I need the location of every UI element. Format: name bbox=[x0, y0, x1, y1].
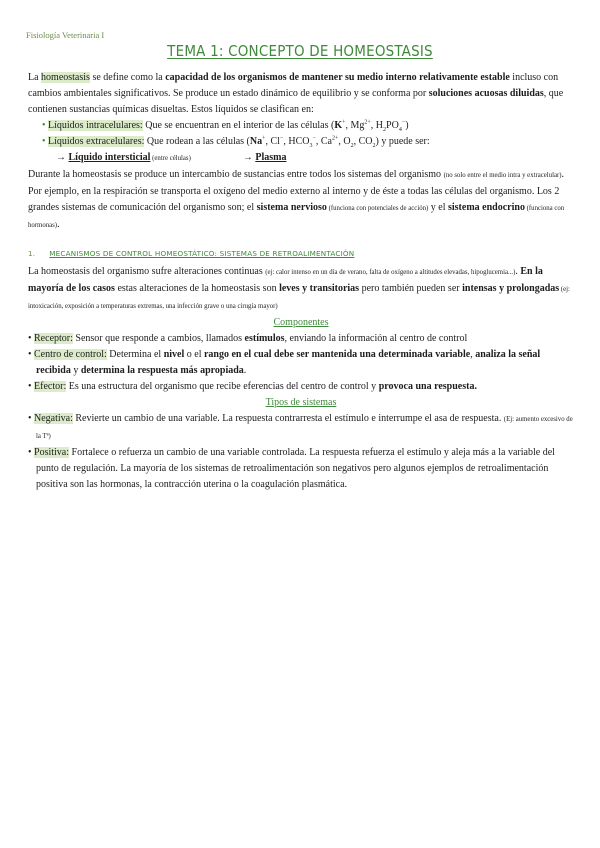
arrow-icon: → bbox=[56, 152, 69, 163]
subscript: 2 bbox=[350, 143, 354, 149]
subscript: 4 bbox=[398, 127, 402, 133]
bold-text: capacidad de los organismos de mantener su medio interno relativamente estable bbox=[165, 72, 510, 83]
running-header: Fisiología Veterinaria I bbox=[26, 30, 105, 40]
list-item-negative bbox=[28, 411, 574, 445]
text: , Mg bbox=[345, 120, 365, 131]
bullet-icon: • bbox=[28, 447, 32, 458]
intro-paragraph bbox=[28, 70, 574, 118]
arrow-icon: → bbox=[242, 152, 256, 163]
text: Durante la homeostasis se produce un intercambio de sustancias entre todos los sistemas del organismo bbox=[28, 169, 444, 180]
text: ) y puede ser: bbox=[375, 136, 430, 147]
section-title: MECANISMOS DE CONTROL HOMEOSTÁTICO: SISTEMAS DE RETROALIMENTACIÓN bbox=[49, 249, 355, 258]
bullet-icon: • bbox=[28, 381, 32, 392]
superscript: 2+ bbox=[331, 135, 339, 142]
bold-text: determina la respuesta más apropiada bbox=[80, 365, 244, 376]
list-item-label: Líquidos extracelulares: bbox=[48, 136, 145, 147]
text: estas alteraciones de la homeostasis son bbox=[114, 283, 280, 294]
text: Es una estructura del organismo que recibe eferencias del centro de control y bbox=[66, 381, 379, 392]
document-body bbox=[28, 70, 574, 493]
bold-text: rango en el cual debe ser mantenida una determinada variable bbox=[203, 349, 471, 360]
highlighted-term: homeostasis bbox=[41, 72, 90, 83]
bold-text: analiza la señal recibida bbox=[36, 349, 541, 376]
subheading-components: Componentes bbox=[273, 317, 329, 328]
subheading-system-types: Tipos de sistemas bbox=[265, 397, 337, 408]
bold-text: nivel bbox=[163, 349, 185, 360]
section-heading bbox=[28, 246, 574, 262]
text: La homeostasis del organismo sufre alteraciones continuas bbox=[28, 266, 266, 277]
text: Determina el bbox=[106, 349, 164, 360]
section-number: 1. bbox=[28, 249, 36, 258]
small-note: (Ej: aumento excesivo de la Tª) bbox=[36, 416, 573, 440]
text: , Cl bbox=[265, 136, 280, 147]
text: La bbox=[28, 72, 42, 83]
bold-text: estímulos bbox=[244, 333, 285, 344]
text: , CO bbox=[353, 136, 373, 147]
superscript: − bbox=[279, 135, 284, 142]
subtypes-row bbox=[28, 150, 574, 167]
text: . Por ejemplo, en la respiración se transporta el oxígeno del medio externo al interno y de éste a todas las células del organismo. Los 2 grandes sistemas de comunicación del organismo son; el bbox=[28, 169, 565, 213]
text: , que contienen sustancias químicas disueltas. Estos líquidos se clasifican en: bbox=[28, 88, 564, 115]
bullet-icon: • bbox=[28, 349, 32, 360]
superscript: − bbox=[401, 119, 406, 126]
ion: K bbox=[334, 120, 343, 131]
list-item-receptor bbox=[28, 331, 574, 347]
text: o el bbox=[184, 349, 204, 360]
text: , H bbox=[370, 120, 384, 131]
text: , O bbox=[338, 136, 351, 147]
text: pero también pueden ser bbox=[359, 283, 463, 294]
text: , bbox=[470, 349, 476, 360]
bold-text: sistema nervioso bbox=[256, 202, 327, 213]
small-note: (entre células) bbox=[150, 155, 191, 162]
text: y el bbox=[428, 202, 448, 213]
bullet-icon: • bbox=[42, 120, 49, 131]
bold-text: leves y transitorias bbox=[279, 283, 360, 294]
superscript: + bbox=[342, 119, 346, 126]
superscript: + bbox=[262, 135, 266, 142]
list-item-extracellular bbox=[28, 134, 574, 150]
bullet-icon: • bbox=[42, 136, 49, 147]
text: Que se encuentran en el interior de las células ( bbox=[142, 120, 335, 131]
subscript: 2 bbox=[372, 143, 376, 149]
bullet-icon: • bbox=[28, 333, 32, 344]
list-item-intracellular: • Líquidos intracelulares: Que se encuentran en el interior de las células (K+, $Mg^{2+}$, $H_2PO_4^-$) bbox=[42, 119, 409, 133]
bold-text: provoca una respuesta. bbox=[378, 381, 477, 392]
subscript: 2 bbox=[383, 127, 387, 133]
small-note: (funciona con hormonas) bbox=[28, 205, 565, 229]
text: . bbox=[515, 266, 521, 277]
text: y bbox=[70, 365, 81, 376]
subtype-label: Líquido intersticial bbox=[68, 152, 151, 163]
superscript: − bbox=[312, 135, 316, 142]
superscript: 2+ bbox=[364, 119, 371, 126]
list-item-label: Positiva: bbox=[34, 447, 70, 458]
text: . bbox=[57, 219, 60, 230]
list-item-label: Efector: bbox=[34, 381, 67, 392]
small-note: (ej: calor intenso en un día de verano, falta de oxígeno a altitudes elevadas, hipoglucemia...) bbox=[265, 269, 516, 276]
text: . bbox=[243, 365, 247, 376]
small-note: (funciona con potenciales de acción) bbox=[326, 205, 429, 212]
text: se define como la bbox=[89, 72, 166, 83]
list-item-effector bbox=[28, 379, 574, 395]
text: Sensor que responde a cambios, llamados bbox=[72, 333, 245, 344]
list-item-positive bbox=[28, 445, 574, 493]
page-title: TEMA 1: CONCEPTO DE HOMEOSTASIS bbox=[167, 42, 433, 60]
bold-text: soluciones acuosas diluidas bbox=[428, 88, 544, 99]
text: , HCO bbox=[283, 136, 310, 147]
subscript: 3 bbox=[309, 143, 313, 149]
list-item-control-center bbox=[28, 347, 574, 379]
list-item-label: Centro de control: bbox=[34, 349, 107, 360]
text: , Ca bbox=[315, 136, 332, 147]
small-note: (no solo entre el medio intra y extracelular) bbox=[443, 172, 562, 179]
text: Fortalece o refuerza un cambio de una variable controlada. La respuesta refuerza el estímulo y aleja más a la variable del punto de regulación. La mayoría de los sistemas de retroalimentación son negativos pero algunos ejemplos de retroalimentación positiva son las hormonas, la contracción uterina o la coagulación plasmática. bbox=[36, 447, 555, 490]
bold-text: En la mayoría de los casos bbox=[28, 266, 543, 294]
list-item-label: Negativa: bbox=[34, 413, 73, 424]
alterations-paragraph bbox=[28, 264, 574, 315]
bold-text: sistema endocrino bbox=[448, 202, 525, 213]
text: incluso con cambios ambientales significativos. Se produce un estado dinámico de equilibrio y se conforma por bbox=[28, 72, 559, 99]
text: ) bbox=[405, 120, 409, 131]
text: , enviando la información al centro de control bbox=[284, 333, 468, 344]
text: Que rodean a las células ( bbox=[144, 136, 250, 147]
text: Revierte un cambio de una variable. La respuesta contrarresta el estímulo e interrumpe el asa de respuesta. bbox=[72, 413, 504, 424]
small-note: (ej: intoxicación, exposición a temperaturas extremas, una infección grave o una cirugía mayor) bbox=[28, 286, 570, 310]
ion: Na bbox=[249, 136, 263, 147]
list-item-label: Receptor: bbox=[34, 333, 73, 344]
bold-text: intensas y prolongadas bbox=[462, 283, 560, 294]
list-item-label: Líquidos intracelulares: bbox=[48, 120, 143, 131]
bullet-icon: • bbox=[28, 413, 32, 424]
exchange-paragraph bbox=[28, 167, 574, 234]
subtype-label: Plasma bbox=[255, 152, 287, 163]
